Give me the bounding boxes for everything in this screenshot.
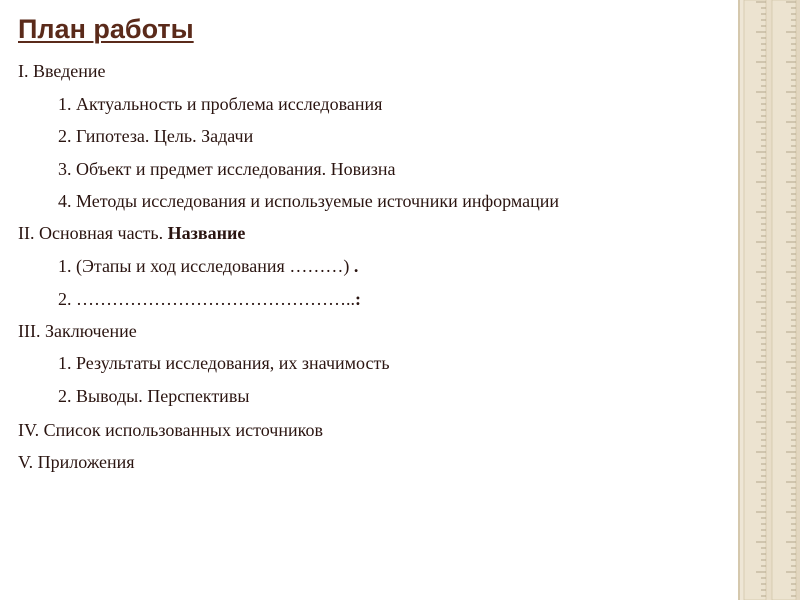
plan-item-text: I. Введение <box>18 61 106 81</box>
plan-subitem <box>58 93 382 115</box>
plan-item-bold-text: . <box>353 256 359 276</box>
plan-item-text: 3. Объект и предмет исследования. Новизна <box>58 159 396 179</box>
plan-item-text: 1. Актуальность и проблема исследования <box>58 94 383 114</box>
plan-item-text: 2. ……………………………………….. <box>58 289 355 309</box>
plan-item-text: III. Заключение <box>18 321 137 341</box>
plan-item <box>18 60 106 82</box>
plan-item-text: IV. Список использованных источников <box>18 420 323 440</box>
plan-item-text: 1. Результаты исследования, их значимость <box>58 353 390 373</box>
slide-title: План работы <box>18 14 194 44</box>
plan-subitem <box>58 255 358 277</box>
plan-subitem <box>58 352 390 374</box>
plan-item-text: 2. Гипотеза. Цель. Задачи <box>58 126 254 146</box>
plan-subitem <box>58 385 249 407</box>
plan-item-text: 1. (Этапы и ход исследования ………) <box>58 256 354 276</box>
plan-item <box>18 320 137 342</box>
plan-item-text: V. Приложения <box>18 452 135 472</box>
plan-subitem <box>58 190 559 212</box>
plan-item-text: II. Основная часть. <box>18 223 168 243</box>
plan-item <box>18 222 245 244</box>
plan-item-text: 2. Выводы. Перспективы <box>58 386 250 406</box>
plan-subitem <box>58 288 361 310</box>
plan-item <box>18 451 135 473</box>
plan-subitem <box>58 158 395 180</box>
plan-item-bold-text: Название <box>167 223 246 243</box>
plan-item-text: 4. Методы исследования и используемые источники информации <box>58 191 560 211</box>
ruler-icon <box>738 0 800 600</box>
plan-item <box>18 419 323 441</box>
ruler-decoration <box>738 0 800 600</box>
plan-item-bold-text: : <box>355 289 361 309</box>
plan-subitem <box>58 125 253 147</box>
